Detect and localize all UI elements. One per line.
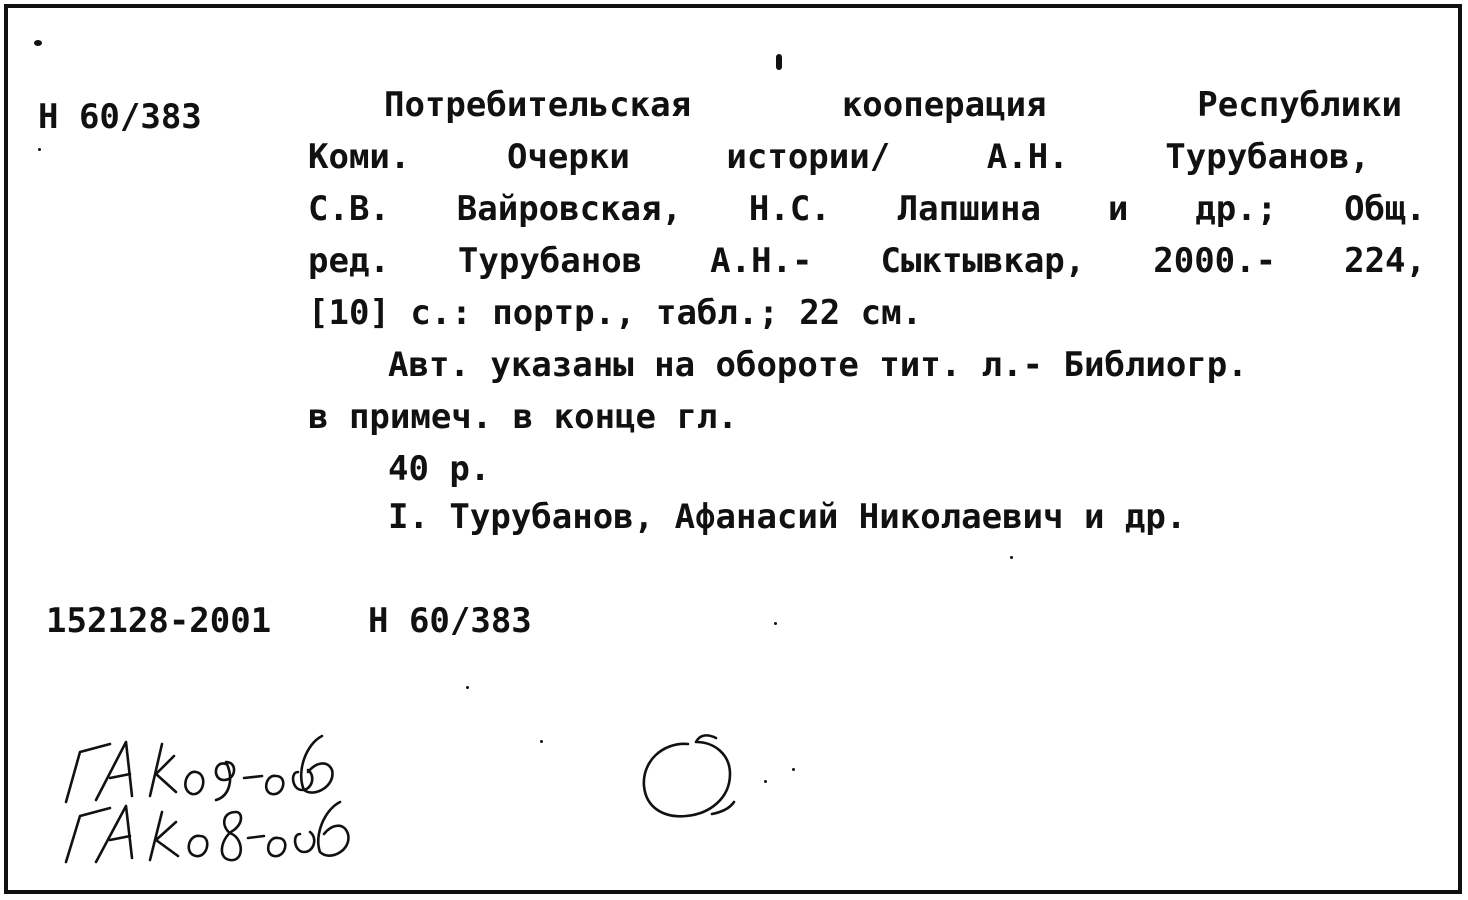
description-word: истории/ <box>726 137 891 177</box>
ink-speck <box>38 148 41 151</box>
extent-line: [10] с.: портр., табл.; 22 см. <box>308 293 923 333</box>
note-line-2: в примеч. в конце гл. <box>308 397 738 437</box>
inventory-number: 152128-2001 <box>46 601 272 641</box>
ink-speck <box>466 686 469 689</box>
description-word: Потребительская <box>384 85 692 125</box>
ink-speck <box>1010 556 1013 559</box>
description-word: Коми. <box>308 137 411 177</box>
description-word: и <box>1107 189 1129 229</box>
ink-speck <box>774 622 777 625</box>
ink-speck <box>776 54 782 70</box>
description-word: А.Н.- <box>710 241 813 281</box>
description-word: Турубанов, <box>1165 137 1370 177</box>
description-word: ред. <box>308 241 390 281</box>
description-word: Лапшина <box>897 189 1041 229</box>
description-word: Республики <box>1197 85 1402 125</box>
price: 40 р. <box>388 449 491 489</box>
description-word: Общ. <box>1344 189 1426 229</box>
tracing: I. Турубанов, Афанасий Николаевич и др. <box>388 497 1187 537</box>
description-word: Сыктывкар, <box>880 241 1086 281</box>
shelfmark-bottom: Н 60/383 <box>368 601 532 641</box>
description-word: Очерки <box>506 137 630 177</box>
ink-speck <box>540 740 543 743</box>
note-line-1: Авт. указаны на обороте тит. л.- Библиогр. <box>388 345 1248 385</box>
description-word: Турубанов <box>457 241 643 281</box>
shelfmark: Н 60/383 <box>38 97 202 137</box>
ink-speck <box>764 780 767 783</box>
description-word: др.; <box>1195 189 1278 229</box>
ink-speck <box>34 40 42 46</box>
description-word: Вайровская, <box>456 189 682 229</box>
description-word: С.В. <box>308 189 390 229</box>
description-word: кооперация <box>841 85 1047 125</box>
description-word: А.Н. <box>986 137 1069 177</box>
description-word: 224, <box>1344 241 1426 281</box>
description-word: 2000.- <box>1153 241 1277 281</box>
description-word: Н.С. <box>748 189 831 229</box>
ink-speck <box>792 768 795 771</box>
